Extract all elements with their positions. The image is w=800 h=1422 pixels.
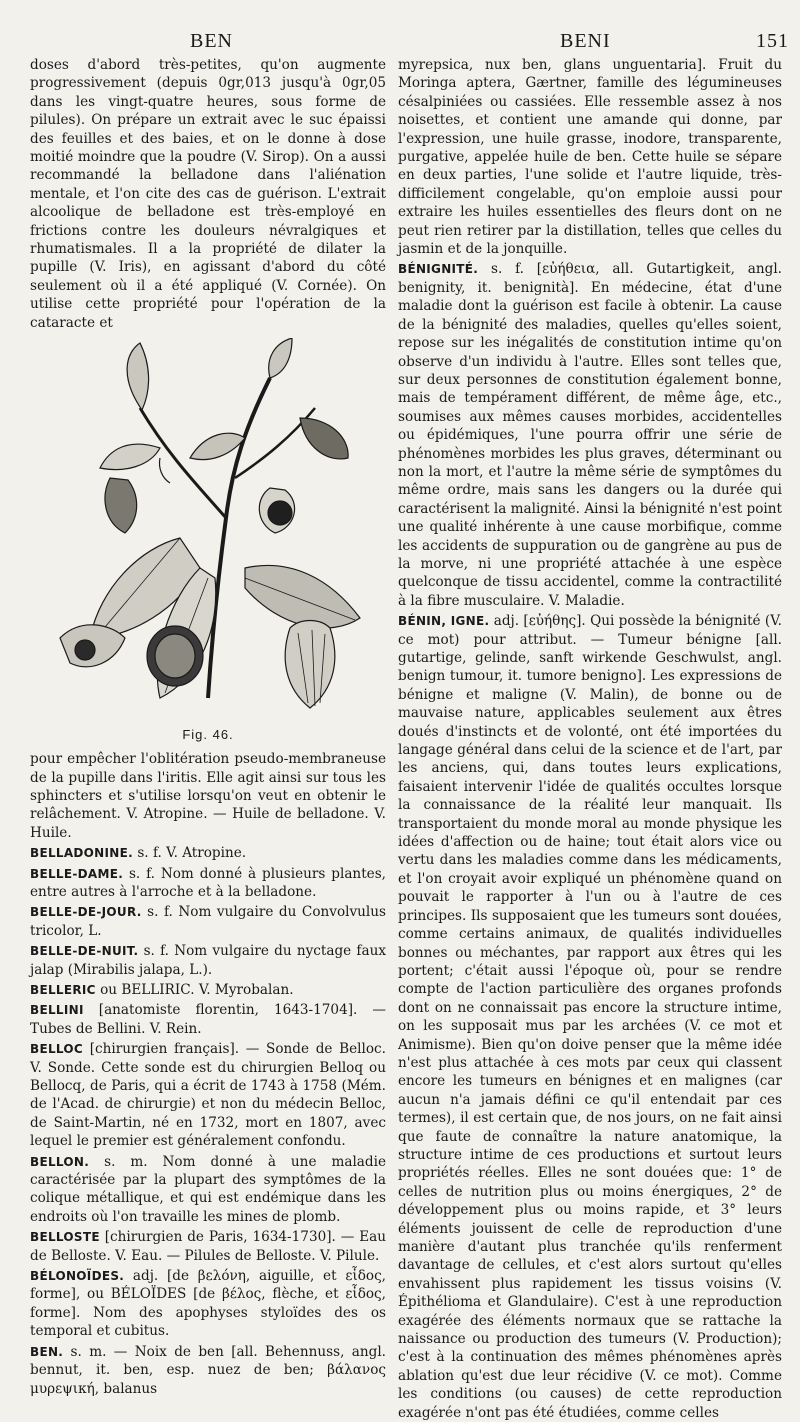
entry-text: [chirurgien de Paris, 1634-1730]. — Eau de Belloste. V. Eau. — Pilules de Belloste. V. Pilule. [30,1229,386,1264]
header-left-word: BEN [190,30,233,52]
headword: BELLON. [30,1154,90,1169]
entry-belloc [30,1040,386,1150]
running-header [0,30,800,54]
entry-text: ou BELLIRIC. V. Myrobalan. [95,981,294,998]
figure-caption: Fig. 46. [182,726,234,742]
page-number: 151 [756,30,789,52]
entry-belle-de-jour [30,903,386,940]
headword: BÉNIN, IGNE. [398,614,490,629]
headword: BELLOSTE [30,1230,100,1245]
entry-text: [anatomiste florentin, 1643-1704]. — Tubes de Bellini. V. Rein. [30,1002,386,1037]
entry-belladonine [30,844,386,862]
entry-text: adj. [εὐήθης]. Qui possède la bénignité (V. ce mot) pour attribut. — Tumeur bénigne [all. gutartige, gelinde, sanft wirkende Geschwulst, angl. benign tumour, it. tumore benigno]. Les expressions de bénigne et maligne (V. Malin), de bonne ou de mauvaise nature, applicables seulement aux êtres doués d'instincts et de volonté, ont été importées du langage général dans celui de la science et de l'art, par les anciens, qui, dans toutes leurs explications, faisaient intervenir l'idée de qualités occultes lorsque la connaissance de la réalité leur manquait. Ils transportaient du monde moral au monde physique les idées d'affection ou de haine; tout était alors vice ou vertu dans les maladies comme dans les médicaments, et l'on croyait avoir expliqué un phénomène quand on pouvait le rapporter à l'un ou à l'autre de ces principes. Ils supposaient que les tumeurs sont douées, comme certains animaux, de qualités individuelles bonnes ou méchantes, par rapport aux êtres qui les portent; c'était aussi l'époque où, pour se rendre compte de l'action particulière des organes profonds dont on ne connaissait pas encore la structure intime, on les supposait mus par les archées (V. ce mot et Animisme). Bien qu'on doive penser que la même idée n'est plus attachée à ces mots par ceux qui classent encore les tumeurs en bénignes et en malignes (car aucun n'a jamais défini ce qu'il entendait par ces termes), il est certain que, de nos jours, on ne fait ainsi que faute de connaître la nature anatomique, la structure intime de ces productions et surtout leurs propriétés réelles. Elles ne sont douées que: 1° de celles de nutrition plus ou moins énergiques, 2° de développement plus ou moins rapide, et 3° leurs éléments jouissent de celle de reproduction d'une manière d'autant plus tranchée qu'ils renferment davantage de cellules, et c'est alors surtout qu'elles envahissent plus rapidement les tissus voisins (V. Épithélioma et Glandulaire). C'est à une reproduction exagérée des éléments normaux que se rattache la naissance ou production des tumeurs (V. Production); c'est à la continuation des mêmes phénomènes après ablation qu'est due leur récidive (V. ce mot). Comme les conditions (ou causes) de cette reproduction exagérée n'ont pas été étudiées, comme celles [398,613,782,1421]
entry-text: s. f. Nom vulgaire du Convolvulus tricolor, L. [30,904,386,939]
entry-text: s. m. — Noix de ben [all. Behennuss, angl. bennut, it. ben, esp. nuez de ben; βάλανος μυρεψική, balanus [30,1343,386,1397]
right-column [398,56,782,1422]
entry-ben [30,1343,386,1398]
entry-benignite [398,260,782,610]
headword: BÉNIGNITÉ. [398,262,479,277]
entry-text: s. f. Nom vulgaire du nyctage faux jalap (Mirabilis jalapa, L.). [30,943,386,978]
belladonna-plant-illustration [30,338,386,718]
headword: BELLE-DAME. [30,866,124,881]
paragraph-after-figure: pour empêcher l'oblitération pseudo-membraneuse de la pupille dans l'iritis. Elle agit ainsi sur tous les sphincters et s'utilise lorsqu'on veut en obtenir le relâchement. V. Atropine. — Huile de belladone. V. Huile. [30,751,386,841]
paragraph-intro: doses d'abord très-petites, qu'on augmente progressivement (depuis 0gr,013 jusqu'à 0gr,05 dans les vingt-quatre heures, sous forme de pilules). On prépare un extrait avec le suc épaissi des feuilles et des baies, et on le donne à dose moitié moindre que la poudre (V. Sirop). On a aussi recommandé la belladone dans l'aliénation mentale, et l'on cite des cas de guérison. L'extrait alcoolique de belladone est très-employé en frictions contre les douleurs névralgiques et rhumatismales. Il a la propriété de dilater la pupille (V. Iris), en agissant d'abord du côté seulement où il a été appliqué (V. Cornée). On utilise cette propriété pour l'opération de la cataracte et [30,57,386,331]
paragraph-ben-continued: myrepsica, nux ben, glans unguentaria]. Fruit du Moringa aptera, Gærtner, famille des légumineuses césalpiniées ou cassiées. Elle ressemble assez à nos noisettes, et contient une amande qui donne, par l'expression, une huile grasse, inodore, transparente, purgative, appelée huile de ben. Cette huile se sépare en deux parties, l'une solide et l'autre liquide, très-difficilement congelable, qu'on emploie aussi pour extraire les huiles essentielles des fleurs dont on ne peut rien retirer par la distillation, telles que celles du jasmin et de la jonquille. [398,57,782,258]
entry-text: s. f. [εὐήθεια, all. Gutartigkeit, angl. benignity, it. benignità]. En médecine, état d'une maladie dont la guérison est facile à obtenir. La cause de la bénignité des maladies, quelles qu'elles soient, repose sur les inégalités de constitution intime qu'on observe d'un individu à l'autre. Elles sont telles que, sur deux personnes de constitution également bonne, mais de tempérament différent, de même âge, etc., soumises aux mêmes causes morbides, accidentelles ou épidémiques, l'une pourra offrir une série de phénomènes morbides les plus graves, déterminant ou non la mort, et l'autre la même série de symptômes du même ordre, mais sans les dangers ou la durée qui caractérisent la malignité. Ainsi la bénignité n'est point une qualité inhérente à une cause morbifique, comme les accidents de suppuration ou de gangrène au pus de la morve, ni une propriété attachée à une espèce quelconque de tissu accidentel, comme la contractilité à la fibre musculaire. V. Maladie. [398,261,782,609]
entry-belle-dame [30,865,386,902]
entry-bellini [30,1001,386,1038]
entry-text: adj. [de βελόνη, aiguille, et εἶδος, forme], ou BÉLOÏDES [de βέλος, flèche, et εἶδος, forme]. Nom des apophyses styloïdes des os temporal et cubitus. [30,1268,386,1340]
headword: BEN. [30,1344,64,1359]
entry-benin [398,612,782,1422]
headword: BELLADONINE. [30,846,133,861]
headword: BÉLONOÏDES. [30,1269,125,1284]
headword: BELLE-DE-JOUR. [30,905,142,920]
headword: BELLINI [30,1003,84,1018]
entry-text: s. f. V. Atropine. [133,845,247,862]
header-right-word: BENI [560,30,611,52]
entry-belonoides [30,1267,386,1341]
entry-text: s. m. Nom donné à une maladie caractérisée par la plupart des symptômes de la colique métallique, et qui est endémique dans les endroits où l'on travaille les mines de plomb. [30,1153,386,1225]
headword: BELLERIC [30,982,96,997]
entry-text: s. f. Nom donné à plusieurs plantes, entre autres à l'arroche et à la belladone. [30,865,386,900]
entry-text: [chirurgien français]. — Sonde de Belloc. V. Sonde. Cette sonde est du chirurgien Belloq ou Bellocq, de Paris, qui a écrit de 1743 à 1758 (Mém. de l'Acad. de chirurgie) et non du médecin Belloc, de Saint-Martin, né en 1732, mort en 1807, avec lequel le premier est généralement confondu. [30,1041,386,1150]
headword: BELLE-DE-NUIT. [30,944,139,959]
entry-bellon [30,1153,386,1227]
entry-belleric [30,981,386,999]
headword: BELLOC [30,1042,84,1057]
entry-belle-de-nuit [30,942,386,979]
belladonna-figure [30,338,386,746]
left-column [30,56,386,1398]
